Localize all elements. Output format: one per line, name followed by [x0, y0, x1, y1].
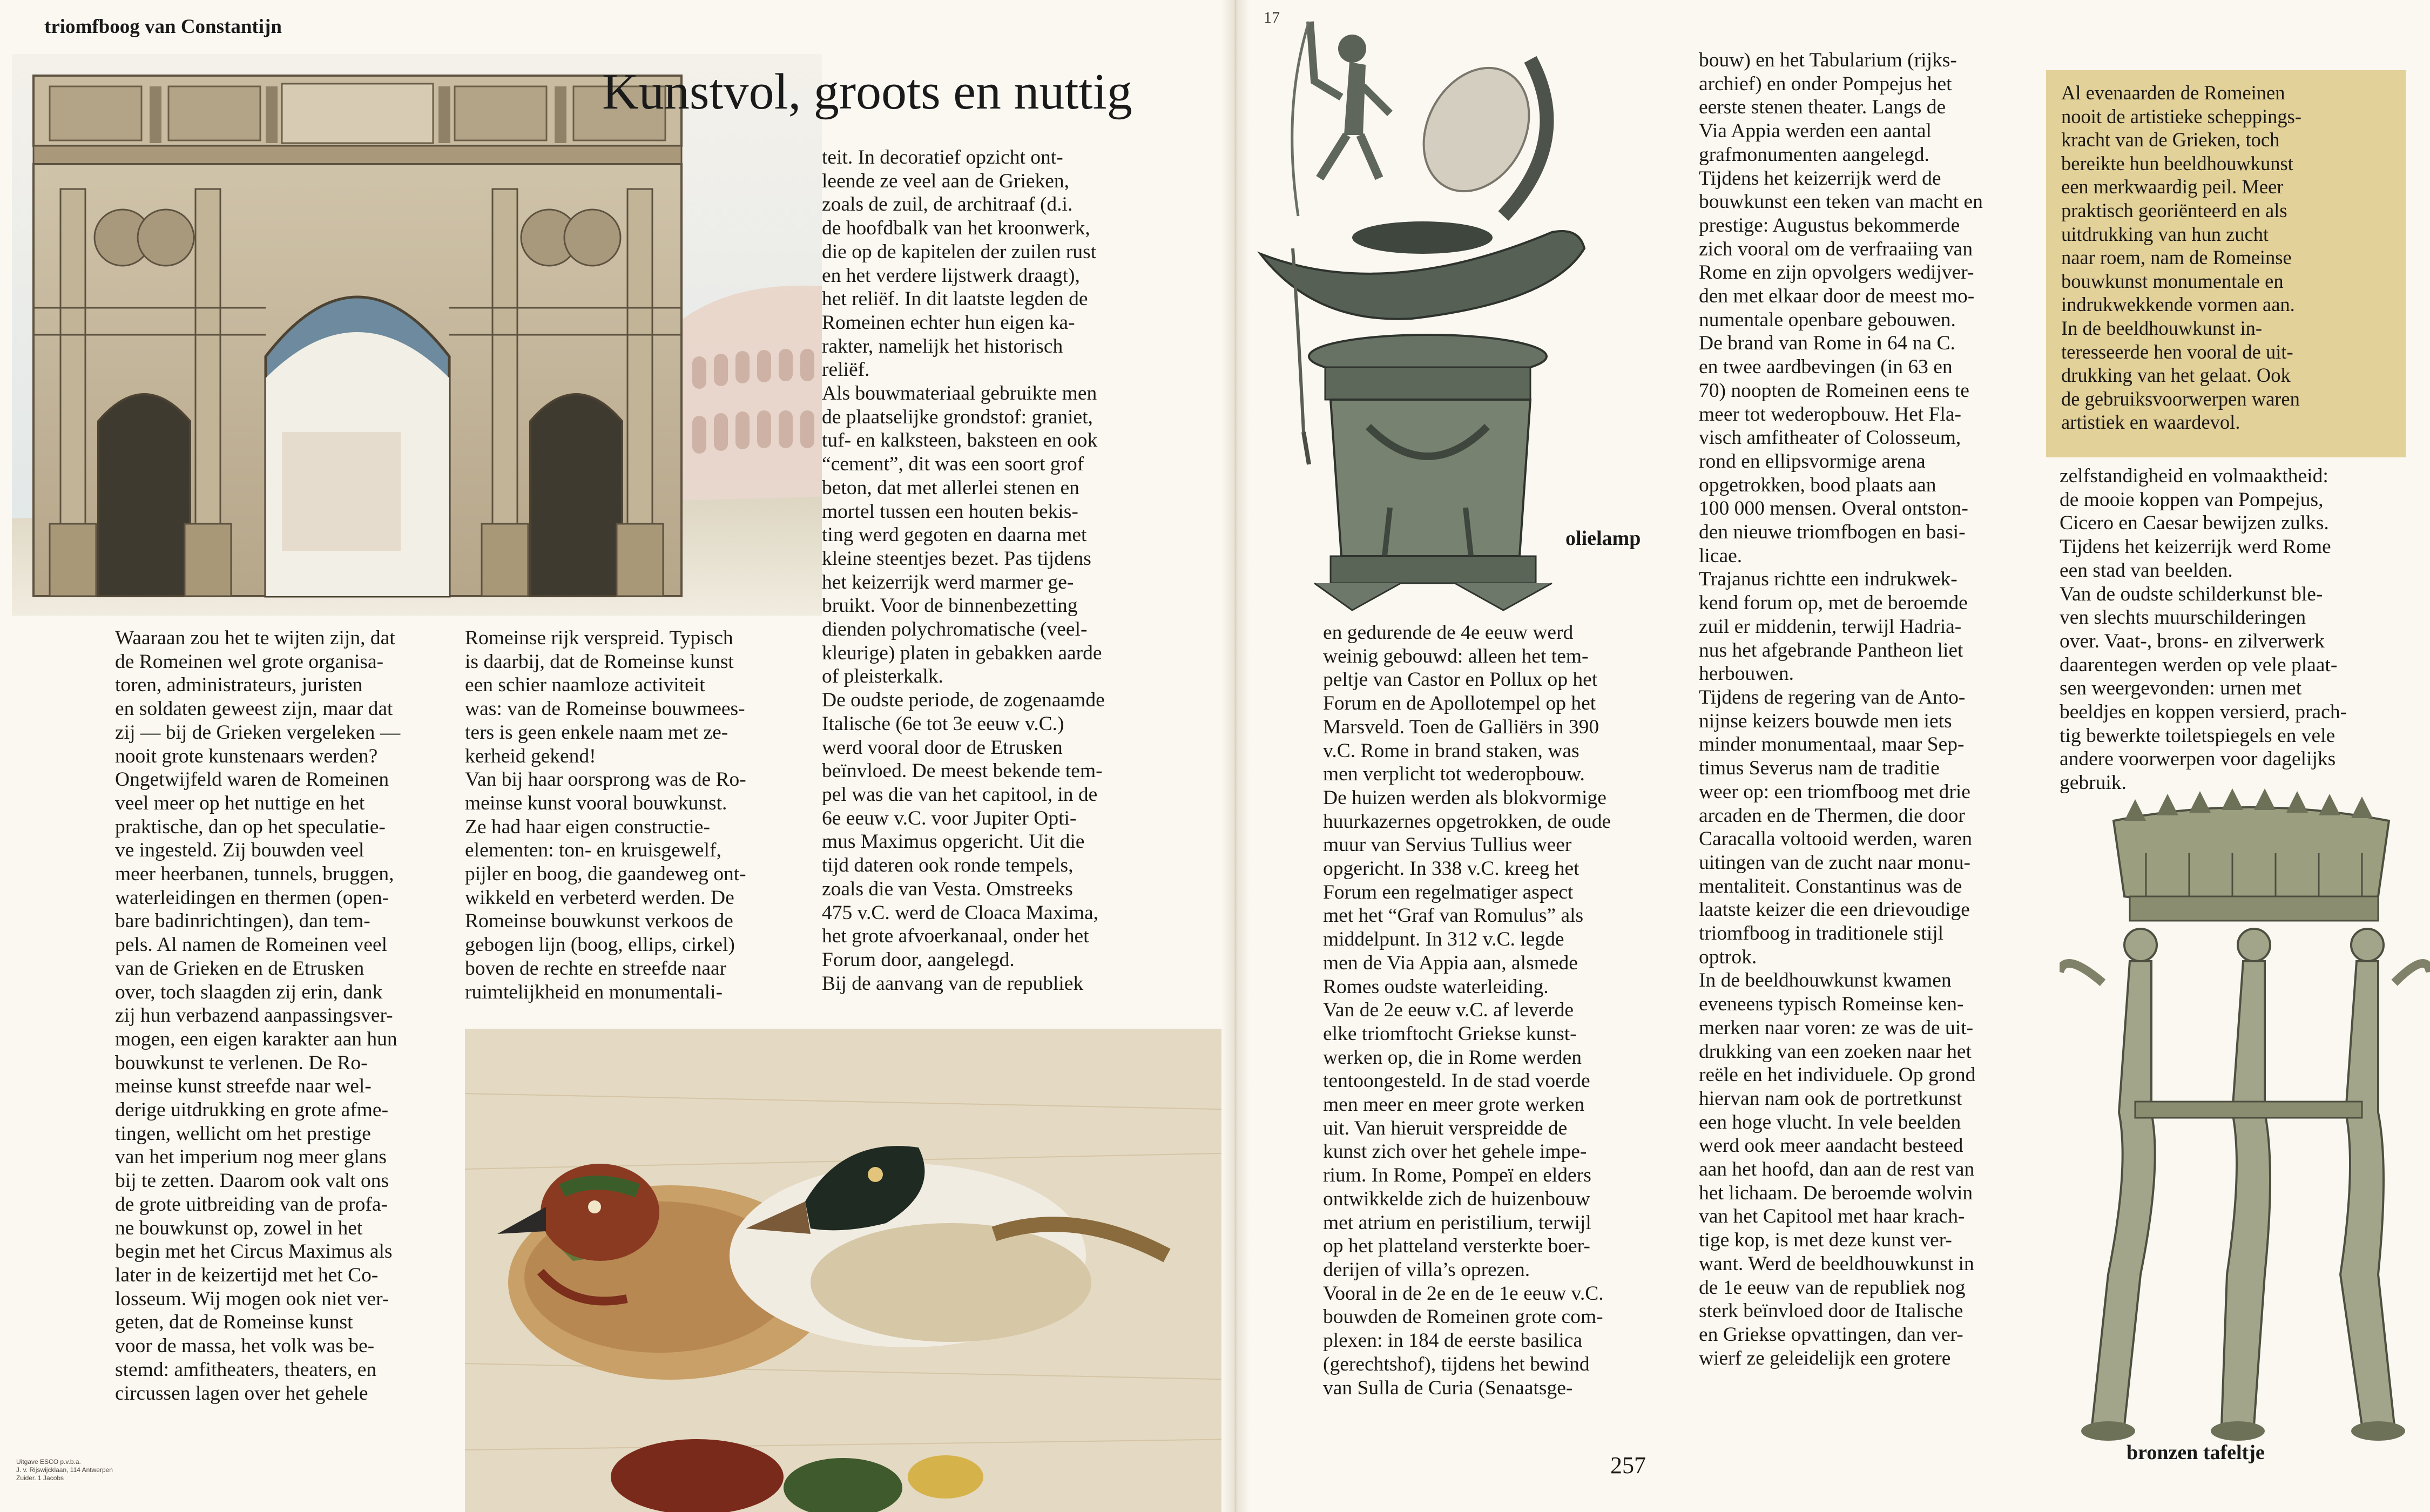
page-title: Kunstvol, groots en nuttig [602, 64, 1132, 120]
text-column-b: en gedurende de 4e eeuw werd weinig gebouwd: alleen het tem- peltje van Castor en Pollux op het Forum en de Apollotempel op het Marsveld. Toen de Galliërs in 390 v.C. Rome in brand staken, was men verplicht tot wederopbouw. De huizen werden als blokvormige huurkazernes opgetrokken, de oude muur van Servius Tullius weer opgericht. In 338 v.C. kreeg het Forum een regelmatiger aspect met het “Graf van Romulus” als middelpunt. In 312 v.C. legde men de Via Appia aan, alsmede Romes oudste waterleiding. Van de 2e eeuw v.C. af leverde elke triomftocht Griekse kunst- werken op, die in Rome werden tentoongesteld. In de stad voerde men meer en meer grote werken uit. Van hieruit verspreidde de kunst zich over het gehele impe- rium. In Rome, Pompeï en elders ontwikkelde zich de huizenbouw met atrium en peristilium, terwijl op het platteland versterkte boer- derijen of villa’s oprezen. Vooral in de 2e en de 1e eeuw v.C. bouwden de Romeinen grote com- plexen: in 184 de eerste basilica (gerechtshof), tijdens het bewind van Sulla de Curia (Senaatsge- [1323, 622, 1611, 1399]
text-column-c: zelfstandigheid en volmaaktheid: de mooie koppen van Pompejus, Cicero en Caesar bewijzen zulks. Tijdens het keizerrijk werd Rome een stad van beelden. Van de oudste schilderkunst ble- ven slechts muurschilderingen over. Vaat-, brons- en zilverwerk daarentegen werden op vele plaat- sen weergevonden: urnen met beeldjes en koppen versierd, prach- tig bewerkte toiletspiegels en vele andere voorwerpen voor dagelijks gebruik. [2060, 465, 2347, 794]
text-column-a: bouw) en het Tabularium (rijks- archief) en onder Pompejus het eerste stenen theater. Langs de Via Appia werden een aantal grafmonumenten aangelegd. Tijdens het keizerrijk werd de bouwkunst een teken van macht en prestige: Augustus bekommerde zich vooral om de verfraaiing van Rome en zijn opvolgers wedijver- den met elkaar door de meest mo- numentale openbare gebouwen. De brand van Rome in 64 na C. en twee aardbevingen (in 63 en 70) noopten de Romeinen eens te meer tot wederopbouw. Het Fla- visch amfitheater of Colosseum, rond en ellipsvormige arena opgetrokken, bood plaats aan 100 000 mensen. Overal ontston- den nieuwe triomfbogen en basi- licae. Trajanus richtte een indrukwek- kend forum op, met de beroemde zuil er middenin, terwijl Hadria- nus het afgebrande Pantheon liet herbouwen. Tijdens de regering van de Anto- nijnse keizers bouwde men iets minder monumentaal, maar Sep- timus Severus nam de traditie weer op: een triomfboog met drie arcaden en de Thermen, die door Caracalla voltooid werden, waren uitingen van de zucht naar monu- mentaliteit. Constantinus was de laatste keizer die een drievoudige triomfboog in traditionele stijl optrok. In de beeldhouwkunst kwamen eveneens typisch Romeinse ken- merken naar voren: ze was de uit- drukking van een zoeken naar het reële en het individuele. Op grond hiervan nam ook de portretkunst een hoge vlucht. In vele beelden werd ook meer aandacht besteed aan het hoofd, dan aan de rest van het lichaam. De beroemde wolvin van het Capitool met haar krach- tige kop, is met deze kunst ver- want. Werd de beeldhouwkunst in de 1e eeuw van de republiek nog sterk beïnvloed door de Italische en Griekse opvattingen, dan ver- wierf ze geleidelijk een grotere [1699, 49, 1983, 1369]
right-page [1250, 0, 2430, 1512]
bronze-table-illustration [2060, 788, 2430, 1474]
text-column-2: Romeinse rijk verspreid. Typisch is daarbij, dat de Romeinse kunst een schier naamloze activiteit was: van de Romeinse bouwmees- ters is geen enkele naam met ze- kerheid gekend! Van bij haar oorsprong was de Ro- meinse kunst vooral bouwkunst. Ze had haar eigen constructie- elementen: ton- en kruisgewelf, pijler en boog, die gaandeweg ont- wikkeld en verbeterd werden. De Romeinse bouwkunst verkoos de gebogen lijn (boog, ellips, cirkel) boven de rechte en streefde naar ruimtelijkheid en monumentali- [465, 627, 746, 1003]
page-number: 257 [1610, 1452, 1646, 1479]
publisher-imprint: Uitgave ESCO p.v.b.a. J. v. Rijswijcklaan, 114 Antwerpen Zuider. 1 Jacobs [16, 1458, 113, 1482]
page-gutter [1221, 0, 1250, 1512]
page-marker-top: 17 [1264, 9, 1280, 26]
bronze-table-caption: bronzen tafeltje [2127, 1441, 2265, 1464]
ducks-mosaic [465, 1029, 1243, 1512]
arch-caption: triomfboog van Constantijn [44, 16, 282, 38]
text-column-3: teit. In decoratief opzicht ont- leende ze veel aan de Grieken, zoals de zuil, de architraaf (d.i. de hoofdbalk van het kroonwerk, die op de kapitelen der zuilen rust en het verdere lijstwerk draagt), het reliëf. In dit laatste legden de Romeinen echter hun eigen ka- rakter, namelijk het historisch reliëf. Als bouwmateriaal gebruikte men de plaatselijke grondstof: graniet, tuf- en kalksteen, baksteen en ook “cement”, dit was een soort grof beton, dat met allerlei stenen en mortel tussen een houten bekis- ting werd gegoten en daarna met kleine steentjes bezet. Pas tijdens het keizerrijk werd marmer ge- bruikt. Voor de binnenbezetting dienden polychromatische (veel- kleurige) platen in gebakken aarde of pleisterkalk. De oudste periode, de zogenaamde Italische (6e tot 3e eeuw v.C.) werd vooral door de Etrusken beïnvloed. De meest bekende tem- pel was die van het capitool, in de 6e eeuw v.C. voor Jupiter Opti- mus Maximus opgericht. Uit die tijd dateren ook ronde tempels, zoals die van Vesta. Omstreeks 475 v.C. werd de Cloaca Maxima, het grote afvoerkanaal, onder het Forum door, aangelegd. Bij de aanvang van de republiek [822, 146, 1105, 995]
summary-box-text: Al evenaarden de Romeinen nooit de artistieke scheppings- kracht van de Grieken, toch bereikte hun beeldhouwkunst een merkwaardig peil. Meer praktisch georiënteerd en als uitdrukking van hun zucht naar roem, nam de Romeinse bouwkunst monumentale en indrukwekkende vormen aan. In de beeldhouwkunst in- teresseerde hen vooral de uit- drukking van het gelaat. Ook de gebruiksvoorwerpen waren artistiek en waardevol. [2061, 82, 2301, 434]
arch-of-constantine-image [12, 54, 822, 616]
ducks-mosaic-image [465, 1029, 1243, 1512]
oil-lamp-caption: olielamp [1565, 527, 1641, 550]
summary-box [2046, 70, 2406, 457]
bronze-table-image [2060, 788, 2430, 1474]
text-column-1: Waaraan zou het te wijten zijn, dat de Romeinen wel grote organisa- toren, administrateurs, juristen en soldaten geweest zijn, maar dat zij — bij de Grieken vergeleken — nooit grote kunstenaars werden? Ongetwijfeld waren de Romeinen veel meer op het nuttige en het praktische, dan op het speculatie- ve ingesteld. Zij bouwden veel meer heerbanen, tunnels, bruggen, waterleidingen en thermen (open- bare badinrichtingen), dan tem- pels. Al namen de Romeinen veel van de Grieken en de Etrusken over, toch slaagden zij erin, dank zij hun verbazend aanpassingsver- mogen, een eigen karakter aan hun bouwkunst te verlenen. De Ro- meinse kunst streefde naar wel- derige uitdrukking en grote afme- tingen, wellicht om het prestige van het imperium nog meer glans bij te zetten. Daarom ook valt ons de grote uitbreiding van de profa- ne bouwkunst op, zowel in het begin met het Circus Maximus als later in de keizertijd met het Co- losseum. Wij mogen ook niet ver- geten, dat de Romeinse kunst voor de massa, het volk was be- stemd: amfitheaters, theaters, en circussen lagen over het gehele [115, 627, 401, 1405]
arch-illustration [12, 54, 822, 616]
